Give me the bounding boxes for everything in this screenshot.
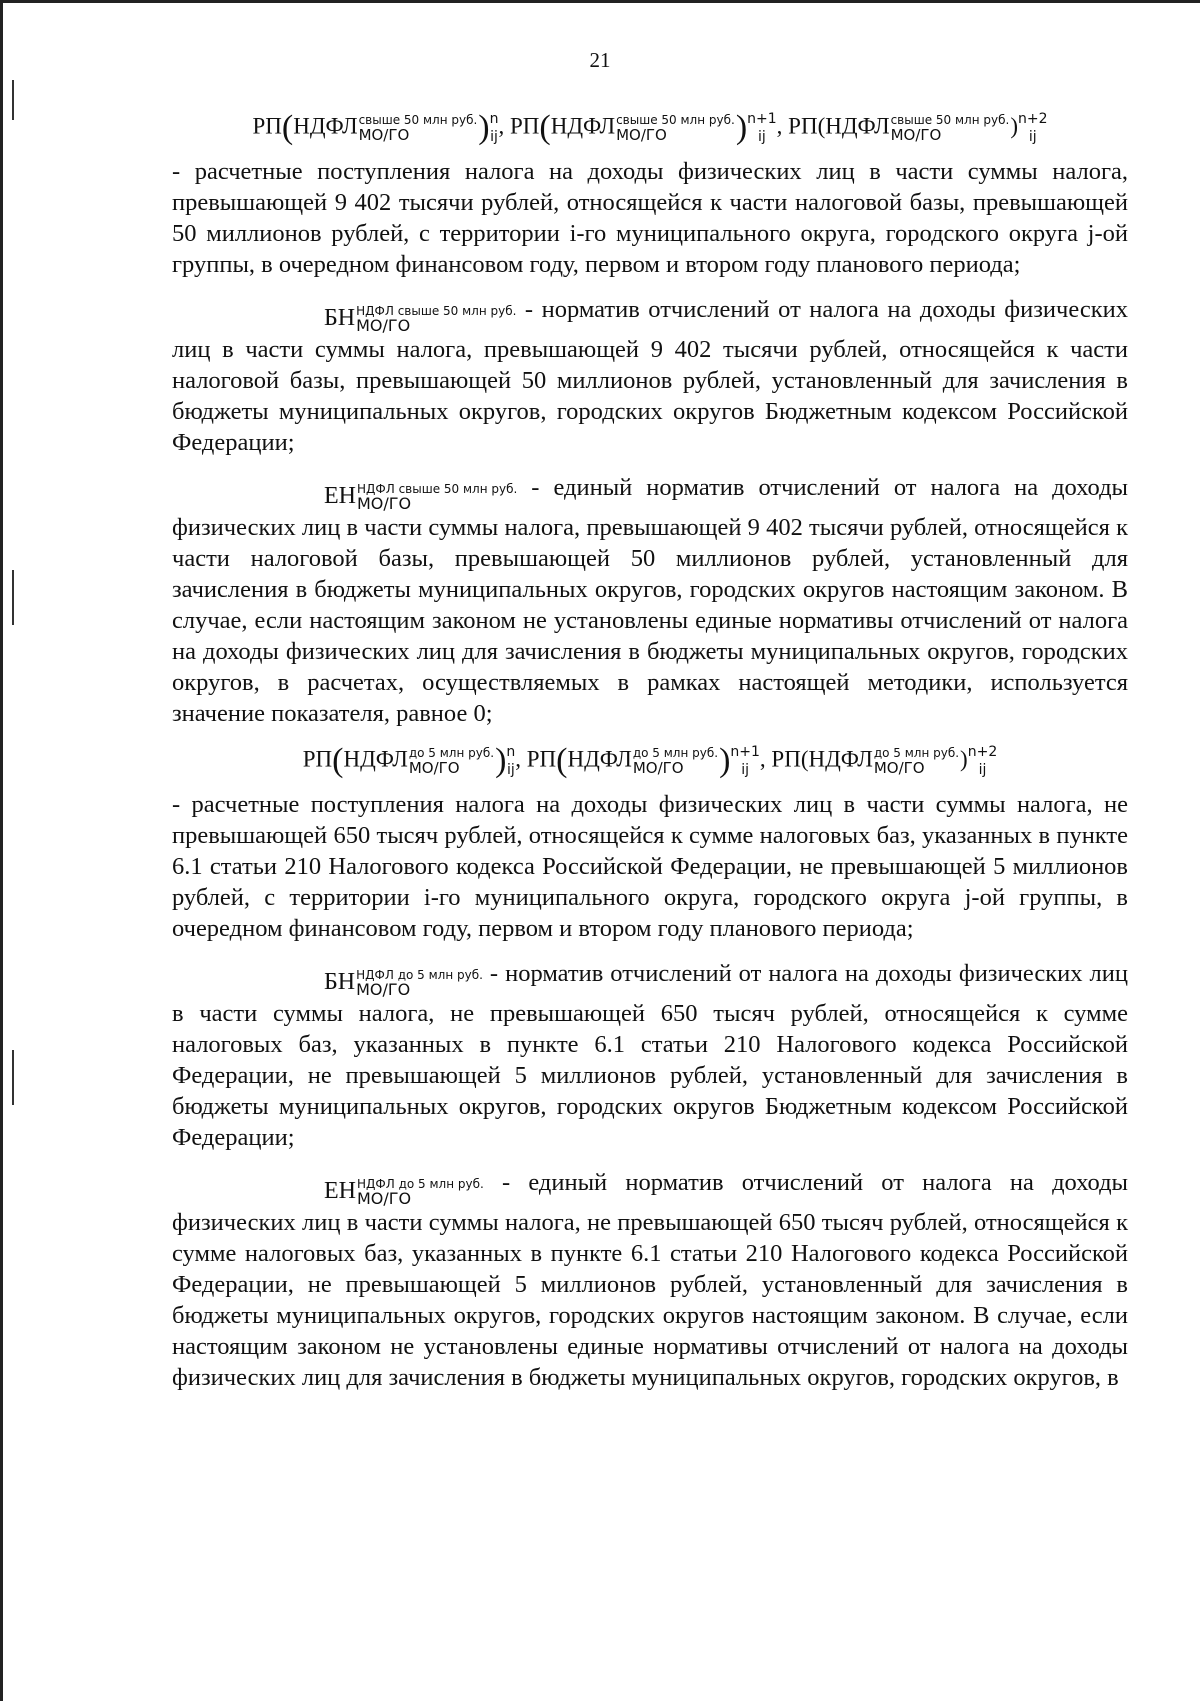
- scan-mark: [12, 1050, 14, 1105]
- paragraph-en-up-to-5m: ЕН НДФЛ до 5 млн руб. МО/ГО - единый норматив отчислений от налога на доходы физических лиц в части суммы налога, не превышающей 650 тысяч рублей, относящейся к сумме налоговых баз, указанных в пункте 6.1 статьи 210 Налогового кодекса Российской Федерации, не превышающей 5 миллионов рублей, установленный для зачисления в бюджеты муниципальных округов, городских округов настоящим законом. В случае, если настоящим законом не установлены единые нормативы отчислений от налога на доходы физических лиц для зачисления в бюджеты муниципальных округов, городских округов, в: [172, 1169, 1128, 1391]
- scan-mark: [12, 80, 14, 120]
- document-body: [172, 110, 1128, 1393]
- scan-border-left: [0, 0, 3, 1701]
- paragraph-rp-above-50m: - расчетные поступления налога на доходы физических лиц в части суммы налога, превышающей 9 402 тысячи рублей, относящейся к части налоговой базы, превышающей 50 миллионов рублей, с территории i-го муниципального округа, городского округа j-ой группы, в очередном финансовом году, первом и втором году планового периода;: [172, 158, 1128, 278]
- scan-border-top: [0, 0, 1200, 3]
- symbol-bn-above-50m: БН НДФЛ свыше 50 млн руб. МО/ГО: [324, 304, 517, 335]
- paragraph-rp-up-to-5m: - расчетные поступления налога на доходы физических лиц в части суммы налога, не превышающей 650 тысяч рублей, относящейся к сумме налоговых баз, указанных в пункте 6.1 статьи 210 Налогового кодекса Российской Федерации, не превышающей 5 миллионов рублей, с территории i-го муниципального округа, городского округа j-ой группы, в очередном финансовом году, первом и втором году планового периода;: [172, 791, 1128, 942]
- paragraph-bn-above-50m: БН НДФЛ свыше 50 млн руб. МО/ГО - норматив отчислений от налога на доходы физических лиц в части суммы налога, превышающей 9 402 тысячи рублей, относящейся к части налоговой базы, превышающей 50 миллионов рублей, установленный для зачисления в бюджеты муниципальных округов, городских округов Бюджетным кодексом Российской Федерации;: [172, 296, 1128, 456]
- formula-rp-above-50m: РП(НДФЛ свыше 50 млн руб. МО/ГО ) n ij , РП(НДФЛ свыше 50 млн руб. МО/ГО ) n+1 ij , РП(НДФЛ свыше 50 млн руб. МО/ГО ) n+2 ij: [252, 109, 1048, 146]
- scan-mark: [12, 570, 14, 625]
- symbol-en-up-to-5m: ЕН НДФЛ до 5 млн руб. МО/ГО: [324, 1177, 484, 1208]
- symbol-bn-up-to-5m: БН НДФЛ до 5 млн руб. МО/ГО: [324, 968, 483, 999]
- paragraph-en-above-50m: ЕН НДФЛ свыше 50 млн руб. МО/ГО - единый норматив отчислений от налога на доходы физических лиц в части суммы налога, превышающей 9 402 тысячи рублей, относящейся к части налоговой базы, превышающей 50 миллионов рублей, установленный для зачисления в бюджеты муниципальных округов, городских округов настоящим законом. В случае, если настоящим законом не установлены единые нормативы отчислений от налога на доходы физических лиц для зачисления в бюджеты муниципальных округов, городских округов, в расчетах, осуществляемых в рамках настоящей методики, используется значение показателя, равное 0;: [172, 474, 1128, 727]
- formula-rp-up-to-5m: РП(НДФЛ до 5 млн руб. МО/ГО ) n ij , РП(НДФЛ до 5 млн руб. МО/ГО ) n+1 ij , РП(НДФЛ до 5 млн руб. МО/ГО ) n+2 ij: [302, 742, 998, 779]
- paragraph-bn-up-to-5m: БН НДФЛ до 5 млн руб. МО/ГО - норматив отчислений от налога на доходы физических лиц в части суммы налога, не превышающей 650 тысяч рублей, относящейся к сумме налоговых баз, указанных в пункте 6.1 статьи 210 Налогового кодекса Российской Федерации, не превышающей 5 миллионов рублей, установленный для зачисления в бюджеты муниципальных округов, городских округов Бюджетным кодексом Российской Федерации;: [172, 960, 1128, 1151]
- page-number: 21: [589, 48, 611, 72]
- symbol-en-above-50m: ЕН НДФЛ свыше 50 млн руб. МО/ГО: [324, 482, 518, 513]
